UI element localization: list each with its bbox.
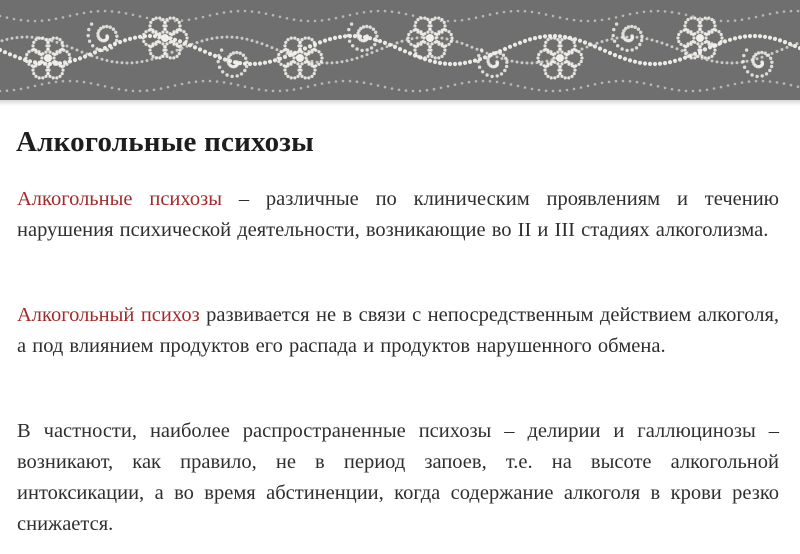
paragraph-text: развивается не в связи с непосредственным действием алкоголя, а под влиянием продуктов его распада и продуктов нарушенного обмена. — [17, 304, 779, 357]
paragraph-text: В частности, наиболее распространенные психозы – делирии и галлюцинозы – возникают, как правило, не в период запоев, т.е. на высоте алкогольной интоксикации, а во время абстиненции, когда содержание алкоголя в крови резко снижается. — [17, 420, 779, 535]
banner-shadow — [0, 100, 800, 106]
paragraph-details — [17, 416, 779, 540]
lace-ornament-icon — [0, 0, 800, 100]
page-title: Алкогольные психозы — [16, 126, 314, 158]
paragraph-definition — [17, 184, 779, 246]
term-highlight: Алкогольный психоз — [17, 304, 200, 326]
term-highlight: Алкогольные психозы — [17, 188, 222, 210]
paragraph-cause — [17, 300, 779, 362]
paragraph-text: – различные по клиническим проявлениям и течению нарушения психической деятельности, возникающие во II и III стадиях алкоголизма. — [17, 188, 779, 241]
header-banner — [0, 0, 800, 100]
